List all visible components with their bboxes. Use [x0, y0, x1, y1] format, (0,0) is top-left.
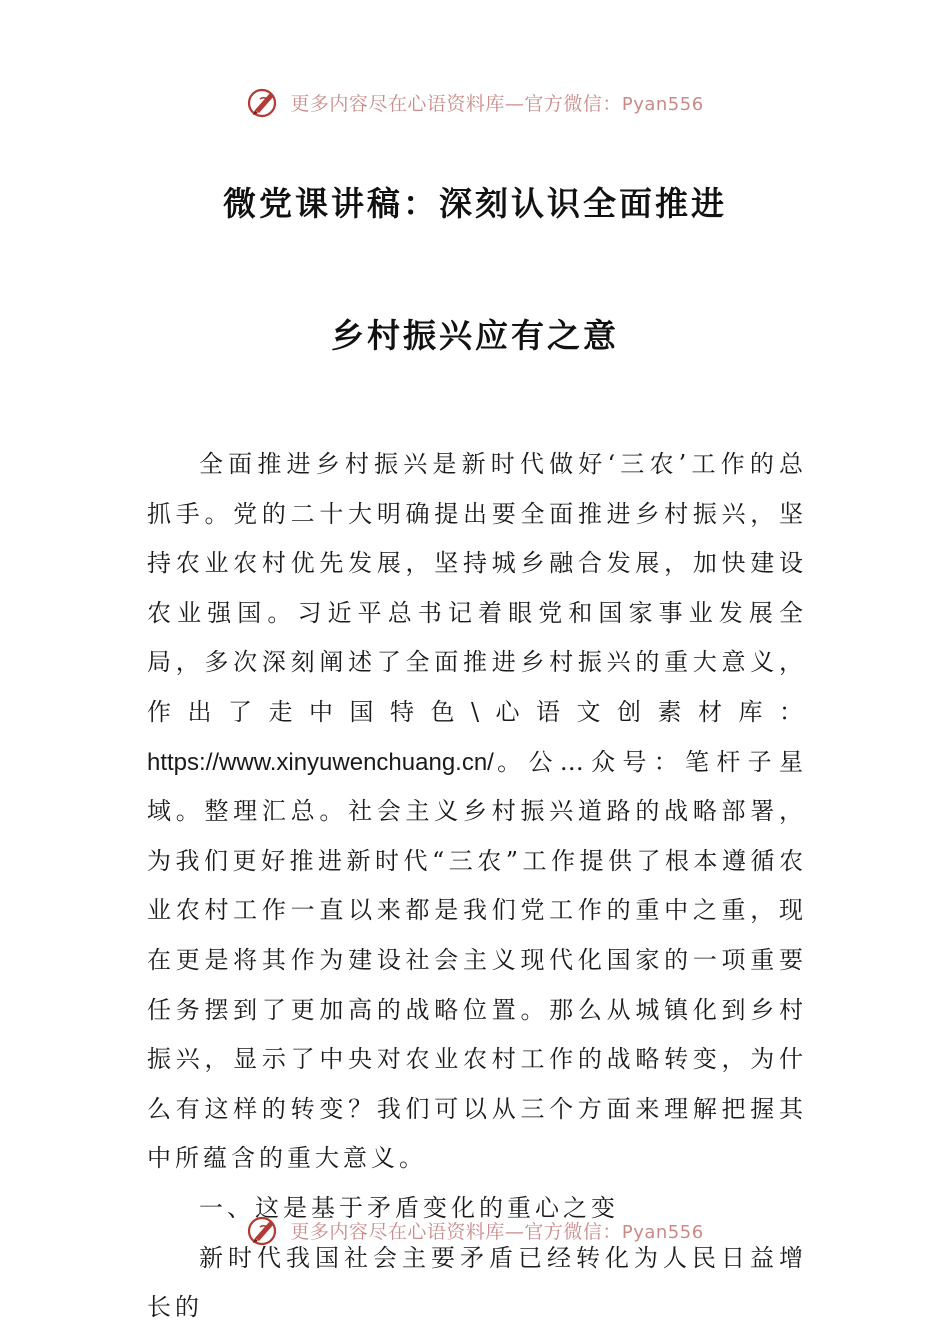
- watermark-banner-bottom: [0, 1208, 950, 1252]
- document-body: [147, 440, 807, 1333]
- pen-logo-icon: [246, 85, 280, 119]
- watermark-text: 更多内容尽在心语资料库—官方微信：Pyan556: [290, 1220, 704, 1243]
- paragraph-1: 全面推进乡村振兴是新时代做好‘三农’工作的总抓手。党的二十大明确提出要全面推进乡村振兴，坚持农业农村优先发展，坚持城乡融合发展，加快建设农业强国。习近平总书记着眼党和国家事业发展全局，多次深刻阐述了全面推进乡村振兴的重大意义，作出了走中国特色\心语文创素材库：https://www.xinyuwenchuang.cn/。公…众号：笔杆子星域。整理汇总。社会主义乡村振兴道路的战略部署，为我们更好推进新时代“三农”工作提供了根本遵循农业农村工作一直以来都是我们党工作的重中之重，现在更是将其作为建设社会主义现代化国家的一项重要任务摆到了更加高的战略位置。那么从城镇化到乡村振兴，显示了中央对农业农村工作的战略转变，为什么有这样的转变？我们可以从三个方面来理解把握其中所蕴含的重大意义。: [147, 450, 807, 1173]
- url-text: https://www.xinyuwenchuang.cn/: [147, 748, 494, 776]
- watermark-banner-top: [0, 80, 950, 124]
- watermark-text: 更多内容尽在心语资料库—官方微信：Pyan556: [290, 92, 704, 115]
- document-title-line-2: 乡村振兴应有之意: [331, 316, 619, 355]
- paragraph-2: 新时代我国社会主要矛盾已经转化为人民日益增长的: [147, 1243, 807, 1322]
- document-title-line-1: 微党课讲稿：深刻认识全面推进: [223, 184, 727, 223]
- pen-logo-icon: [246, 1213, 280, 1247]
- section-heading-1: 一、这是基于矛盾变化的重心之变: [199, 1193, 619, 1222]
